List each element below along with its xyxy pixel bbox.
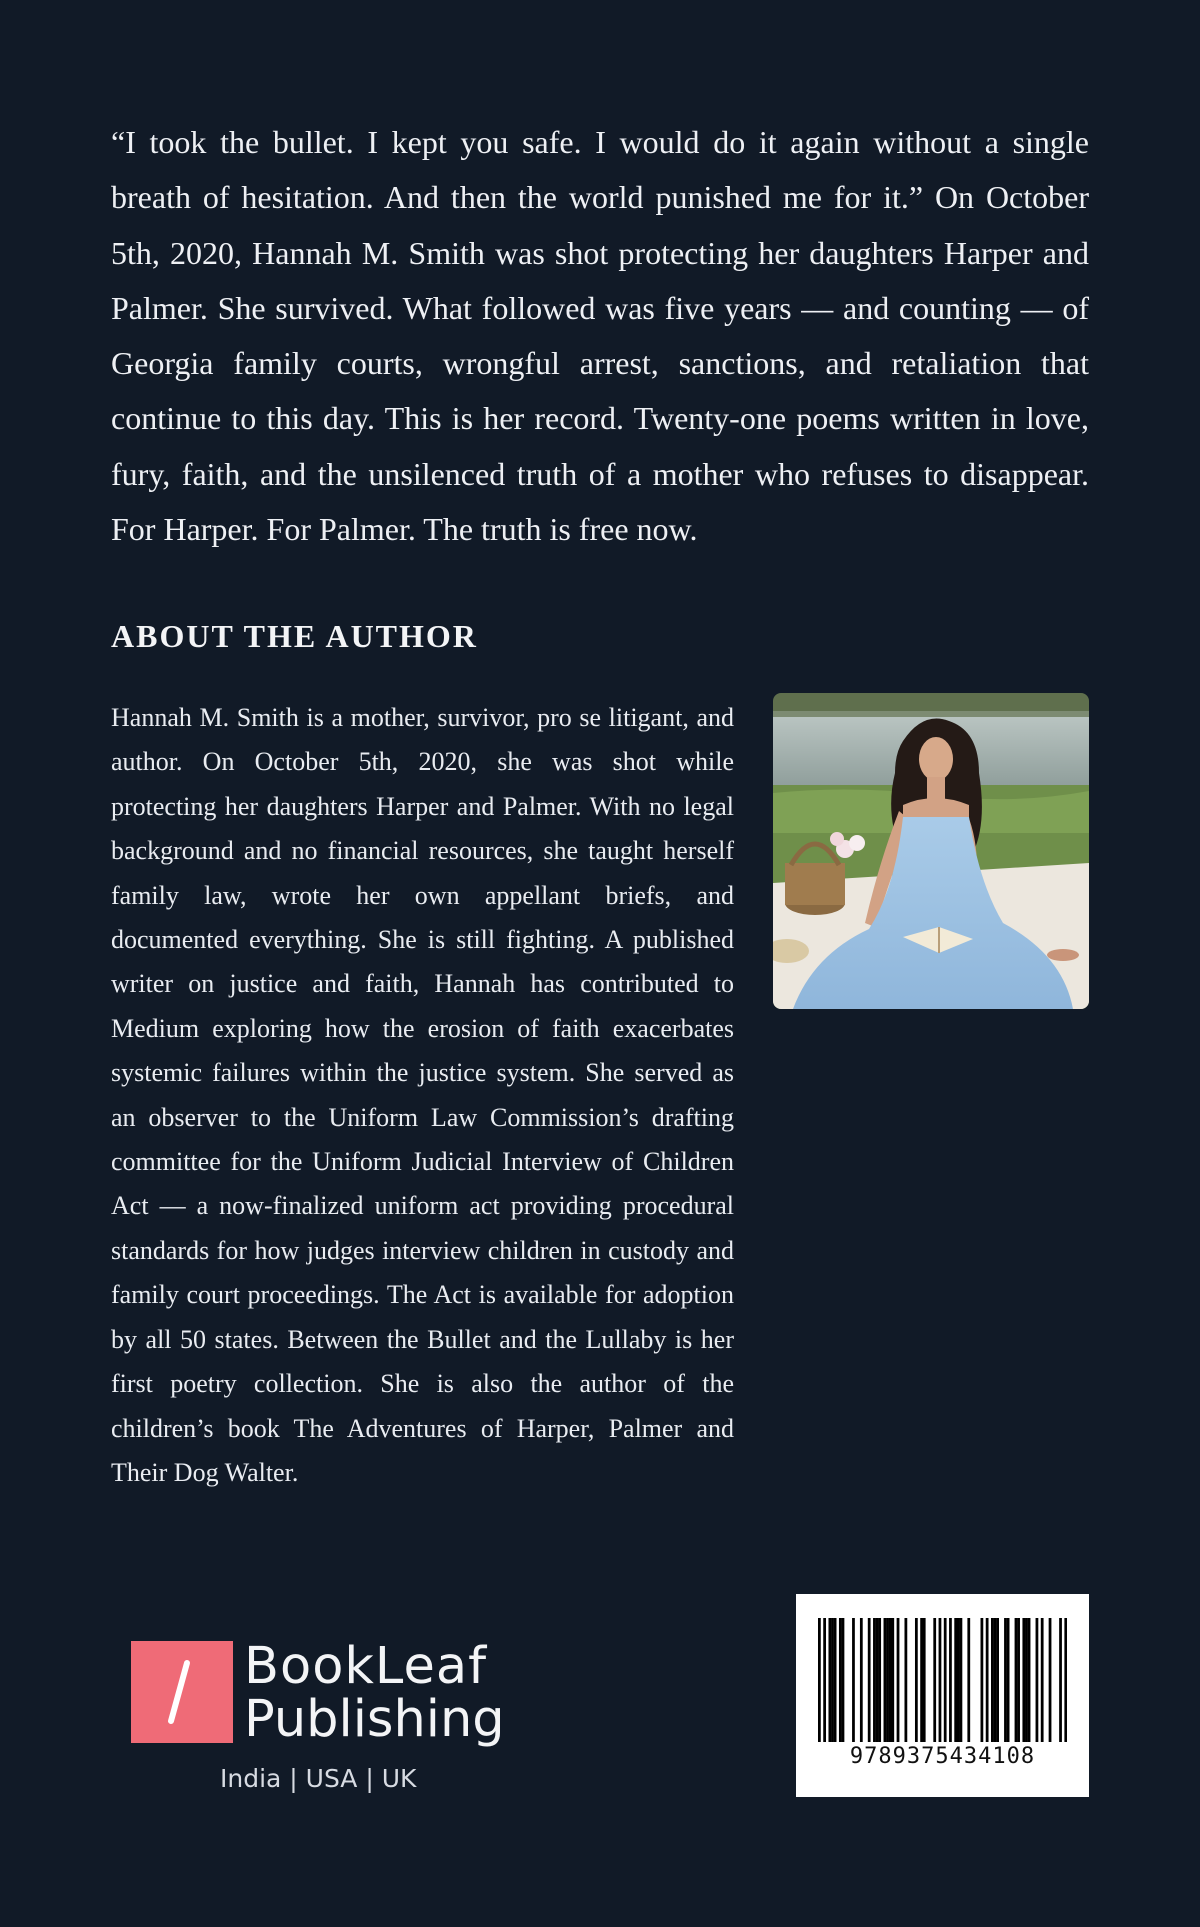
publisher-name-line2: Publishing: [244, 1690, 505, 1749]
barcode-bar: [889, 1618, 892, 1742]
barcode-bar: [1036, 1618, 1039, 1742]
barcode-bar: [957, 1618, 960, 1742]
barcode-bar: [949, 1618, 952, 1742]
barcode-bar: [1017, 1618, 1020, 1742]
barcode-bar: [1064, 1618, 1067, 1742]
barcode-bar: [868, 1618, 871, 1742]
back-cover-blurb: “I took the bullet. I kept you safe. I would do it again without a single breath of hesitation. And then the world punished me for it.” On October 5th, 2020, Hannah M. Smith was shot protecting her daughters Harper and Palmer. She survived. What followed was five years — and counting — of Georgia family courts, wrongful arrest, sanctions, and retaliation that continue to this day. This is her record. Twenty-one poems written in love, fury, faith, and the unsilenced truth of a mother who refuses to disappear. For Harper. For Palmer. The truth is free now.: [111, 124, 1089, 548]
publisher-locations: India | USA | UK: [220, 1764, 417, 1793]
barcode-bar: [886, 1618, 889, 1742]
slash-icon: [131, 1641, 233, 1743]
barcode-bar: [967, 1618, 970, 1742]
publisher-logo: [131, 1639, 511, 1799]
barcode-bar: [1025, 1618, 1028, 1742]
barcode-bar: [878, 1618, 881, 1742]
barcode-bar: [991, 1618, 994, 1742]
about-author-heading: ABOUT THE AUTHOR: [111, 618, 478, 654]
barcode-bar: [1004, 1618, 1007, 1742]
barcode-bar: [960, 1618, 963, 1742]
isbn-barcode: [796, 1594, 1089, 1797]
barcode-bar: [860, 1618, 863, 1742]
barcode-bar: [1041, 1618, 1044, 1742]
publisher-mark: [131, 1641, 233, 1743]
barcode-bar: [839, 1618, 842, 1742]
barcode-bar: [852, 1618, 855, 1742]
barcode-bar: [954, 1618, 957, 1742]
barcode-bar: [1059, 1618, 1062, 1742]
barcode-bar: [986, 1618, 989, 1742]
author-bio: Hannah M. Smith is a mother, survivor, pro se litigant, and author. On October 5th, 2020, she was shot while protecting her daughters Harper and Palmer. With no legal background and no financial resources, she taught herself family law, wrote her own appellant briefs, and documented everything. She is still fighting. A published writer on justice and faith, Hannah has contributed to Medium exploring how the erosion of faith exacerbates systemic failures within the justice system. She served as an observer to the Uniform Law Commission’s drafting committee for the Uniform Judicial Interview of Children Act — a now-finalized uniform act providing procedural standards for how judges interview children in custody and family court proceedings. The Act is available for adoption by all 50 states. Between the Bullet and the Lullaby is her first poetry collection. She is also the author of the children’s book The Adventures of Harper, Palmer and Their Dog Walter.: [111, 703, 734, 1487]
isbn-number: 9789375434108: [849, 1744, 1036, 1769]
barcode-bar: [1049, 1618, 1052, 1742]
barcode-bar: [842, 1618, 845, 1742]
barcode-bar: [1015, 1618, 1018, 1742]
barcode-bar: [876, 1618, 879, 1742]
barcode-bar: [920, 1618, 923, 1742]
barcode-bar: [1007, 1618, 1010, 1742]
barcode-bar: [915, 1618, 918, 1742]
barcode-bar: [831, 1618, 834, 1742]
barcode-bar: [994, 1618, 997, 1742]
barcode-bars: [818, 1618, 1067, 1742]
barcode-bar: [1028, 1618, 1031, 1742]
barcode-bar: [944, 1618, 947, 1742]
barcode-bar: [873, 1618, 876, 1742]
publisher-name-line1: BookLeaf: [244, 1637, 488, 1696]
barcode-bar: [939, 1618, 942, 1742]
barcode-bar: [981, 1618, 984, 1742]
barcode-bar: [891, 1618, 894, 1742]
barcode-bar: [933, 1618, 936, 1742]
barcode-bar: [828, 1618, 831, 1742]
barcode-bar: [923, 1618, 926, 1742]
author-photo: [773, 693, 1089, 1009]
barcode-bar: [823, 1618, 826, 1742]
barcode-bar: [834, 1618, 837, 1742]
barcode-bar: [818, 1618, 821, 1742]
barcode-bar: [904, 1618, 907, 1742]
barcode-bar: [1022, 1618, 1025, 1742]
barcode-bar: [996, 1618, 999, 1742]
barcode-bar: [897, 1618, 900, 1742]
barcode-bar: [884, 1618, 887, 1742]
